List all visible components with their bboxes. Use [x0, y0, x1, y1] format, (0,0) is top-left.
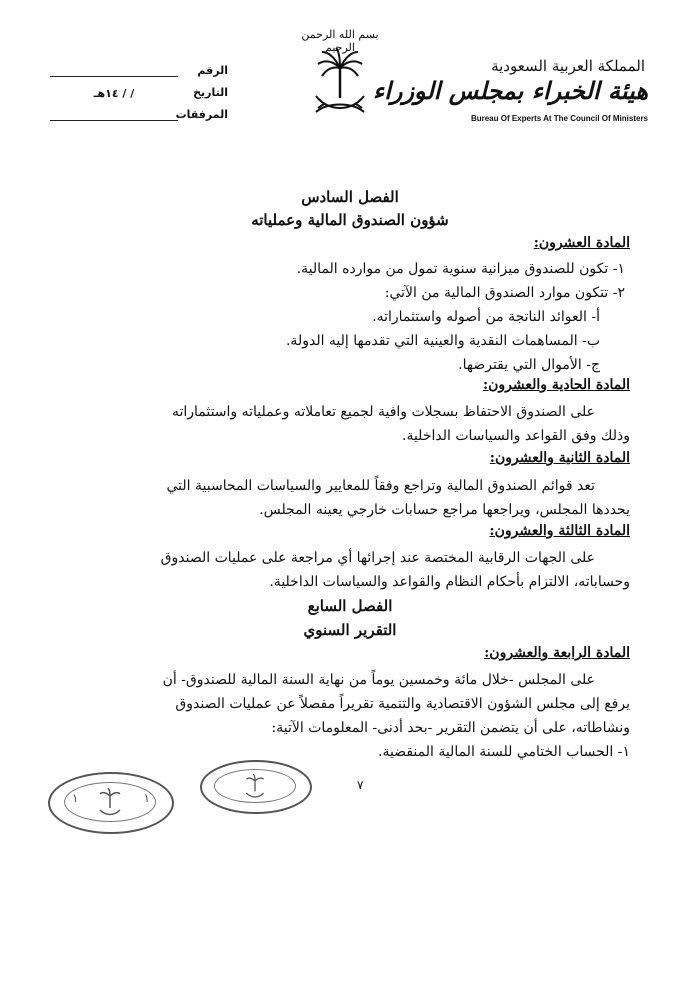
article-20-sub-b: ب- المساهمات النقدية والعينية التي تقدمها إليه الدولة.	[285, 333, 600, 349]
article-23-line-1: على الجهات الرقابية المختصة عند إجرائها أي مراجعة على عمليات الصندوق	[160, 550, 595, 566]
bureau-name-arabic: هيئة الخبراء بمجلس الوزراء	[372, 76, 648, 105]
article-20-item-2: ٢- تتكون موارد الصندوق المالية من الآتي:	[384, 285, 625, 301]
meta-number-row	[50, 64, 228, 77]
article-21-line-1: على الصندوق الاحتفاظ بسجلات وافية لجميع تعاملاته وعملياته واستثماراته	[171, 404, 595, 420]
stamp-emblem-icon	[98, 788, 122, 818]
meta-attachments-row	[50, 108, 228, 121]
basmala: بسم الله الرحمن الرحيم	[301, 28, 379, 54]
attachments-label: المرفقات	[175, 108, 228, 121]
article-20-item-1: ١- تكون للصندوق ميزانية سنوية تمول من موارده المالية.	[296, 261, 625, 277]
stamp-number-right: ١	[143, 791, 150, 805]
article-22-heading: المادة الثانية والعشرون:	[489, 450, 630, 466]
stamp-emblem-icon	[244, 774, 266, 800]
attachments-field	[50, 108, 178, 121]
number-label: الرقم	[197, 64, 228, 77]
article-23-line-2: وحساباته، الالتزام بأحكام النظام والقواعد والسياسات الداخلية.	[269, 574, 630, 590]
article-21-heading: المادة الحادية والعشرون:	[482, 377, 630, 393]
saudi-emblem-icon	[310, 46, 370, 118]
chapter-7-title: الفصل السابع	[307, 597, 393, 615]
meta-date-row	[50, 86, 228, 99]
article-22-line-2: يحددها المجلس، ويراجعها مراجع حسابات خارجي يعينه المجلس.	[259, 502, 630, 518]
article-24-item-1: ١- الحساب الختامي للسنة المالية المنقضية.	[378, 744, 630, 760]
date-field: / / ١٤هـ	[93, 87, 135, 100]
stamp-number-left: ١	[72, 791, 79, 805]
chapter-6-title: الفصل السادس	[301, 188, 399, 206]
article-23-heading: المادة الثالثة والعشرون:	[489, 523, 630, 539]
page-number: ٧	[357, 778, 364, 792]
article-20-heading: المادة العشرون:	[533, 235, 630, 251]
article-20-sub-a: أ- العوائد الناتجة من أصوله واستثماراته.	[372, 309, 600, 325]
chapter-6-subtitle: شؤون الصندوق المالية وعملياته	[251, 211, 449, 229]
article-24-line-1: على المجلس -خلال مائة وخمسين يوماً من نهاية السنة المالية للصندوق- أن	[162, 672, 595, 688]
kingdom-name: المملكة العربية السعودية	[491, 57, 645, 75]
official-stamp-left	[48, 772, 174, 834]
chapter-7-subtitle: التقرير السنوي	[303, 621, 397, 639]
article-20-sub-c: ج- الأموال التي يقترضها.	[458, 357, 600, 373]
article-24-heading: المادة الرابعة والعشرون:	[484, 645, 630, 661]
article-22-line-1: تعد قوائم الصندوق المالية وتراجع وفقاً للمعايير والسياسات المحاسبية التي	[166, 478, 595, 494]
bureau-name-english: Bureau Of Experts At The Council Of Ministers	[470, 114, 648, 123]
date-label: التاريخ	[193, 86, 228, 99]
official-stamp-right	[200, 760, 312, 814]
article-21-line-2: وذلك وفق القواعد والسياسات الداخلية.	[402, 428, 630, 444]
article-24-line-2: يرفع إلى مجلس الشؤون الاقتصادية والتنمية تقريراً مفصلاً عن عمليات الصندوق	[175, 696, 630, 712]
number-field	[50, 64, 178, 77]
article-24-line-3: ونشاطاته، على أن يتضمن التقرير -بحد أدنى- المعلومات الآتية:	[271, 720, 630, 736]
